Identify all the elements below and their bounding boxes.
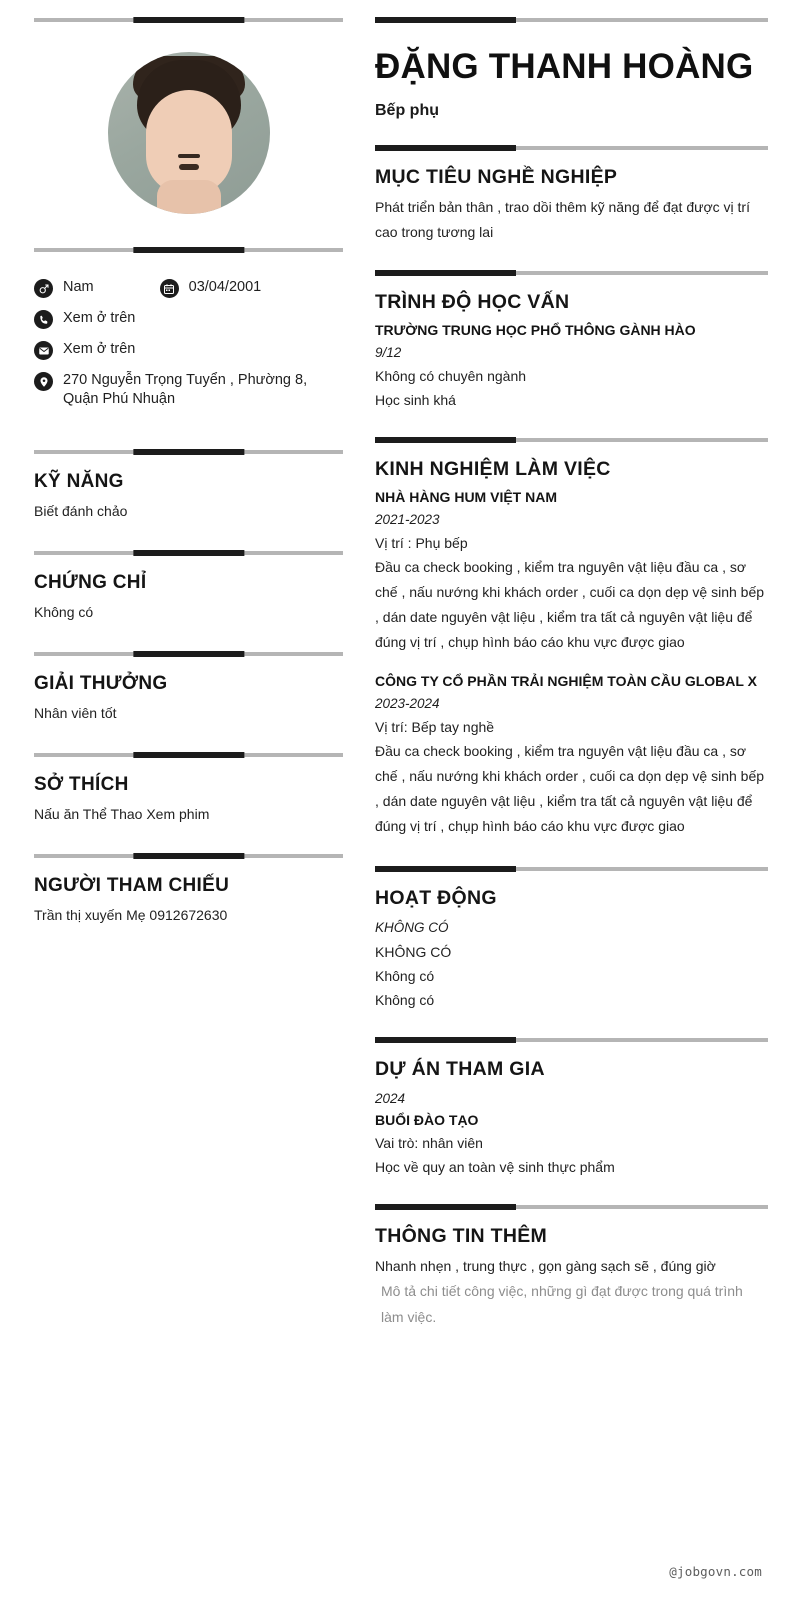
section-certificates <box>34 572 343 622</box>
experience-company: CÔNG TY CỔ PHẦN TRẢI NGHIỆM TOÀN CẦU GLOBAL X <box>375 673 757 689</box>
education-school: TRƯỜNG TRUNG HỌC PHỔ THÔNG GÀNH HÀO <box>375 322 696 338</box>
activities-name: KHÔNG CÓ <box>375 944 452 960</box>
section-skills-title: KỸ NĂNG <box>34 471 124 492</box>
section-education <box>375 291 768 412</box>
main-column <box>365 18 790 1330</box>
projects-name: BUỔI ĐÀO TẠO <box>375 1112 479 1128</box>
watermark: @jobgovn.com <box>669 1564 762 1579</box>
avatar-eye-right <box>179 164 194 170</box>
phone-icon <box>34 310 53 329</box>
experience-position: Vị trí: Bếp tay nghề <box>375 719 495 735</box>
avatar <box>108 52 270 214</box>
experience-company: NHÀ HÀNG HUM VIỆT NAM <box>375 489 557 505</box>
divider-experience <box>375 438 768 442</box>
section-additional-title: THÔNG TIN THÊM <box>375 1225 548 1247</box>
section-awards-title: GIẢI THƯỞNG <box>34 673 168 694</box>
section-hobbies <box>34 774 343 824</box>
spacer <box>375 120 768 146</box>
calendar-icon <box>160 279 179 298</box>
spacer <box>375 1179 768 1205</box>
experience-position: Vị trí : Phụ bếp <box>375 535 468 551</box>
contact-row-gender-birthday <box>34 278 343 298</box>
section-objective-body: Phát triển bản thân , trao dồi thêm kỹ năng để đạt được vị trí cao trong tương lai <box>375 199 750 240</box>
section-references <box>34 875 343 925</box>
spacer <box>375 841 768 867</box>
job-title: Bếp phụ <box>375 102 439 119</box>
section-hobbies-title: SỞ THÍCH <box>34 774 129 795</box>
section-references-title: NGƯỜI THAM CHIẾU <box>34 875 230 896</box>
spacer <box>375 1012 768 1038</box>
projects-description: Học về quy an toàn vệ sinh thực phẩm <box>375 1159 615 1175</box>
experience-description: Đầu ca check booking , kiểm tra nguyên vật liệu đầu ca , sơ chế , nấu nướng khi khách order , cuối ca dọn dẹp vệ sinh bếp , dán date nguyên vật liệu , kiểm tra tất cả nguyên vật liệu để đúng vị trí , chụp hình báo cáo khu vực được giao <box>375 559 765 650</box>
contact-gender <box>34 278 94 298</box>
contact-birthday <box>160 278 262 298</box>
contact-row-email <box>34 340 343 360</box>
divider-top-right <box>375 18 768 22</box>
section-skills <box>34 471 343 521</box>
contact-block <box>34 252 343 409</box>
activities-role: Không có <box>375 968 435 984</box>
education-period: 9/12 <box>375 345 402 360</box>
spacer <box>375 657 768 671</box>
gender-icon <box>34 279 53 298</box>
divider-contact <box>34 248 343 252</box>
activities-period: KHÔNG CÓ <box>375 920 449 935</box>
contact-birthday-value: 03/04/2001 <box>188 279 262 295</box>
divider-objective <box>375 146 768 150</box>
spacer <box>34 521 343 551</box>
sidebar <box>0 18 365 1330</box>
spacer <box>34 420 343 450</box>
divider-additional <box>375 1205 768 1209</box>
divider-projects <box>375 1038 768 1042</box>
contact-gender-value: Nam <box>63 279 94 295</box>
section-awards-body: Nhân viên tốt <box>34 705 117 721</box>
divider-awards <box>34 652 343 656</box>
section-skills-body: Biết đánh chảo <box>34 503 128 519</box>
projects-role: Vai trò: nhân viên <box>375 1135 483 1151</box>
section-awards <box>34 673 343 723</box>
experience-period: 2021-2023 <box>375 512 440 527</box>
experience-period: 2023-2024 <box>375 696 440 711</box>
divider-certificates <box>34 551 343 555</box>
spacer <box>34 723 343 753</box>
projects-period: 2024 <box>375 1091 406 1106</box>
additional-body: Nhanh nhẹn , trung thực , gọn gàng sạch sẽ , đúng giờ <box>375 1258 716 1274</box>
contact-row-phone <box>34 309 343 329</box>
section-references-body: Trần thị xuyến Mẹ 0912672630 <box>34 907 228 923</box>
experience-entry <box>375 671 768 839</box>
avatar-face <box>146 90 232 194</box>
experience-entry <box>375 487 768 655</box>
spacer <box>34 622 343 652</box>
section-activities <box>375 887 768 1012</box>
section-hobbies-body: Nấu ăn Thể Thao Xem phim <box>34 806 210 822</box>
spacer <box>375 245 768 271</box>
contact-phone-value: Xem ở trên <box>63 310 136 326</box>
section-certificates-title: CHỨNG CHỈ <box>34 572 147 593</box>
section-certificates-body: Không có <box>34 604 94 620</box>
education-result: Học sinh khá <box>375 392 456 408</box>
email-icon <box>34 341 53 360</box>
section-objective-title: MỤC TIÊU NGHỀ NGHIỆP <box>375 166 618 188</box>
education-major: Không có chuyên ngành <box>375 368 527 384</box>
avatar-wrap <box>34 22 343 248</box>
section-projects <box>375 1058 768 1179</box>
section-experience-title: KINH NGHIỆM LÀM VIỆC <box>375 458 611 480</box>
spacer <box>375 412 768 438</box>
section-objective <box>375 166 768 245</box>
section-education-title: TRÌNH ĐỘ HỌC VẤN <box>375 291 570 313</box>
divider-hobbies <box>34 753 343 757</box>
divider-education <box>375 271 768 275</box>
contact-email-value: Xem ở trên <box>63 341 136 357</box>
section-activities-title: HOẠT ĐỘNG <box>375 887 497 909</box>
location-icon <box>34 372 53 391</box>
divider-references <box>34 854 343 858</box>
section-additional <box>375 1225 768 1330</box>
activities-description: Không có <box>375 992 435 1008</box>
contact-address-value: 270 Nguyễn Trọng Tuyển , Phường 8, Quận Phú Nhuận <box>63 372 308 407</box>
divider-activities <box>375 867 768 871</box>
page-title: ĐẶNG THANH HOÀNG <box>375 47 754 86</box>
section-experience <box>375 458 768 839</box>
avatar-brow-right <box>178 154 197 158</box>
contact-row-address <box>34 371 343 409</box>
experience-description: Đầu ca check booking , kiểm tra nguyên vật liệu đầu ca , sơ chế , nấu nướng khi khách order , cuối ca dọn dẹp vệ sinh bếp , dán date nguyên vật liệu , kiểm tra tất cả nguyên vật liệu để đúng vị trí , chụp hình báo cáo khu vực được giao <box>375 743 765 834</box>
divider-top-left <box>34 18 343 22</box>
divider-skills <box>34 450 343 454</box>
additional-placeholder: Mô tả chi tiết công việc, những gì đạt được trong quá trình làm việc. <box>381 1283 743 1325</box>
spacer <box>34 824 343 854</box>
avatar-neck <box>157 180 221 214</box>
section-projects-title: DỰ ÁN THAM GIA <box>375 1058 545 1080</box>
